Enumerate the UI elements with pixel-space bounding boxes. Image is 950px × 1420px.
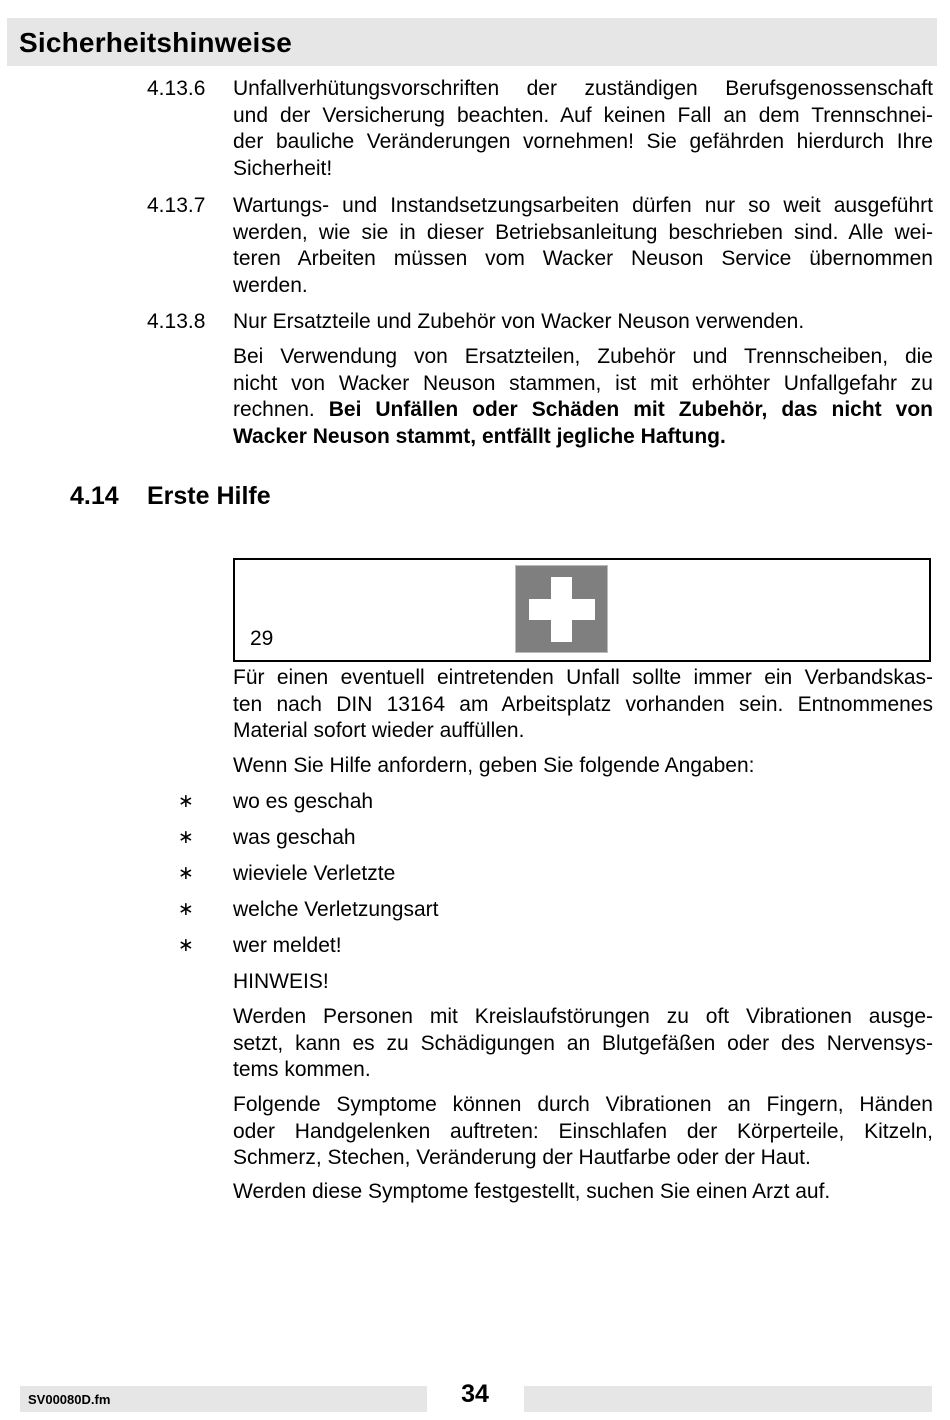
figure-number: 29 [250, 627, 274, 650]
page-title: Sicherheitshinweise [19, 27, 293, 58]
text-line: der bauliche Veränderungen vornehmen! Sie gefährden hierdurch Ihre [233, 130, 933, 153]
item-text-4-13-7 [233, 193, 933, 299]
footer-bar-left [20, 1386, 427, 1412]
first-aid-intro [233, 665, 933, 745]
doctor-text: Werden diese Symptome festgestellt, suchen Sie einen Arzt auf. [233, 1180, 831, 1203]
text-line: nicht von Wacker Neuson stammen, ist mit erhöhter Unfallgefahr zu [233, 371, 933, 395]
text-line: Wartungs- und Instandsetzungsarbeiten dürfen nur so weit ausgeführt [233, 194, 933, 217]
text-line: Sicherheit! [233, 156, 333, 180]
text-line: ten nach DIN 13164 am Arbeitsplatz vorhanden sein. Entnommenes [233, 692, 933, 716]
bullet-symbol: ∗ [178, 863, 194, 884]
first-aid-cross-icon [515, 565, 608, 653]
text-line: Schmerz, Stechen, Veränderung der Hautfarbe oder der Haut. [233, 1146, 811, 1169]
text-line: tems kommen. [233, 1058, 371, 1081]
list-item: wieviele Verletzte [233, 862, 396, 885]
liability-warning: Bei Unfällen oder Schäden mit Zubehör, das nicht von [328, 398, 933, 421]
item-text-4-13-6 [233, 76, 933, 182]
list-item: wer meldet! [233, 934, 342, 957]
text-line: werden, wie sie in dieser Betriebsanleitung beschrieben sind. Alle wei- [233, 220, 933, 244]
item-number-4-13-8: 4.13.8 [147, 310, 206, 333]
text-line: Material sofort wieder auffüllen. [233, 719, 525, 742]
list-item: was geschah [233, 826, 356, 849]
list-item: wo es geschah [233, 790, 374, 813]
text-line: Bei Verwendung von Ersatzteilen, Zubehör und Trennscheiben, die [233, 345, 933, 368]
figure-box [233, 558, 931, 662]
bullet-symbol: ∗ [178, 899, 194, 920]
text-line: Folgende Symptome können durch Vibrationen an Fingern, Händen [233, 1093, 933, 1116]
section-title: Erste Hilfe [147, 482, 271, 510]
footer-bar-right [524, 1386, 932, 1412]
header-bar [7, 18, 937, 66]
page-number: 34 [461, 1380, 489, 1408]
bullet-symbol: ∗ [178, 935, 194, 956]
bullet-symbol: ∗ [178, 791, 194, 812]
text-line: werden. [233, 273, 308, 297]
text-line: Nur Ersatzteile und Zubehör von Wacker Neuson verwenden. [233, 310, 805, 333]
text-line: und der Versicherung beachten. Auf keinen Fall an dem Trennschnei- [233, 103, 933, 127]
symptoms-text [233, 1092, 933, 1172]
text-line: teren Arbeiten müssen vom Wacker Neuson Service übernommen [233, 247, 933, 270]
item-number-4-13-6: 4.13.6 [147, 77, 206, 100]
text-line: Werden Personen mit Kreislaufstörungen zu oft Vibrationen ausge- [233, 1005, 933, 1028]
text-line: oder Handgelenken auftreten: Einschlafen der Körperteile, Kitzeln, [233, 1119, 933, 1143]
text-line [233, 397, 933, 424]
liability-warning-end: Wacker Neuson stammt, entfällt jegliche Haftung. [233, 424, 726, 448]
item-4-13-8-detail [233, 344, 933, 450]
item-number-4-13-7: 4.13.7 [147, 194, 206, 217]
text-line: Unfallverhütungsvorschriften der zuständigen Berufsgenossenschaft [233, 77, 933, 100]
text-normal: rechnen. [233, 398, 329, 421]
note-label: HINWEIS! [233, 970, 329, 993]
item-text-4-13-8 [233, 309, 933, 336]
text-line: Für einen eventuell eintretenden Unfall sollte immer ein Verbandskas- [233, 666, 933, 689]
request-text: Wenn Sie Hilfe anfordern, geben Sie folgende Angaben: [233, 754, 755, 777]
section-number: 4.14 [70, 482, 119, 510]
text-line: setzt, kann es zu Schädigungen an Blutgefäßen oder des Nervensys- [233, 1031, 933, 1055]
bullet-symbol: ∗ [178, 827, 194, 848]
note-text [233, 1004, 933, 1084]
footer-filename: SV00080D.fm [28, 1392, 111, 1407]
list-item: welche Verletzungsart [233, 898, 439, 921]
